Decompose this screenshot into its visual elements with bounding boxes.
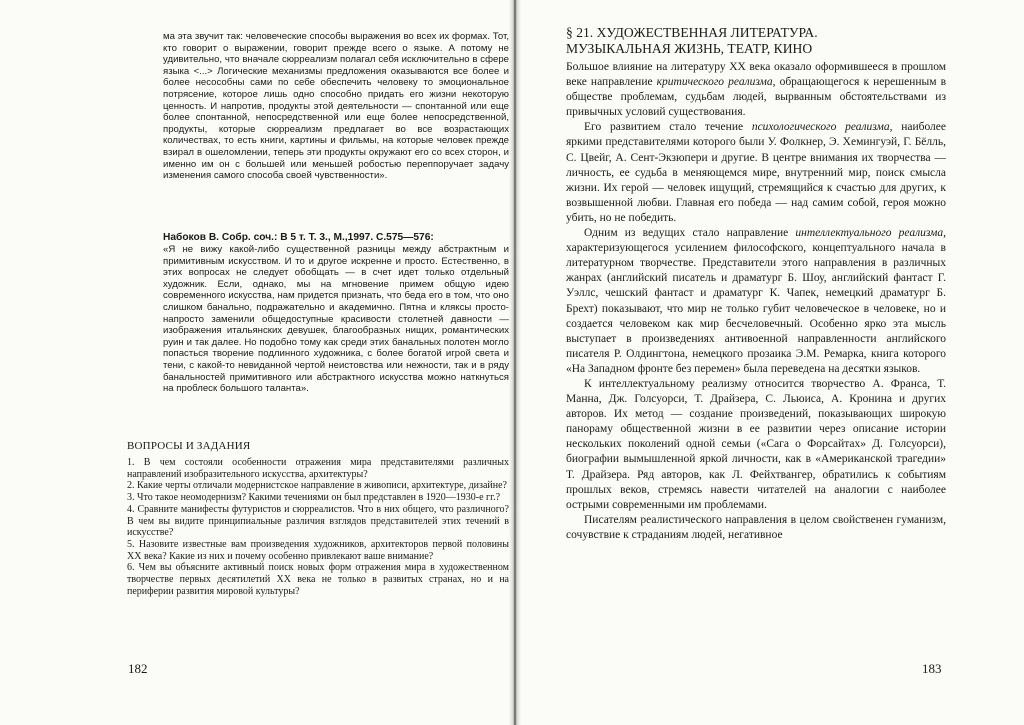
paragraph-text: , характеризующегося усилением философского, концептуального начала в литературном творчестве. Представители этого направления в различных жанрах (английский писатель и драматург Б. Шоу, английский фантаст Г. Уэллс, чешский фантаст и драматург К. Чапек, немецкий драматург Б. Брехт) показывают, что мир не только губит человеческое в человеке, но и создается человеком как мир бесчеловечный. Особенно ярко эта мысль выступает в произведениях антивоенной направленности английского писателя Р. Олдингтона, немецкого прозаика Э.М. Ремарка, книга которого «На Западном фронте без перемен» была переведена на десятки языков. [566, 227, 947, 375]
section-heading [566, 25, 966, 56]
nabokov-quote-text: «Я не вижу какой-либо существенной разницы между абстрактным и примитивным искусством. И то и другое искренне и просто. Естественно, в этих вопросах не следует обобщать — в счет идет только отдельный художник. Если, однако, мы на мгновение примем общую идею современного искусства, нам придется признать, что беда его в том, что оно слишком банально, подражательно и академично. Пятна и кляксы просто-напросто заменили общедоступные красивости столетней давности — изображения итальянских девушек, благообразных нищих, романтических руин и так далее. Но подобно тому как среди этих банальных полотен могло попасться творение подлинного художника, с более богатой игрой света и тени, с какой-то невиданной чертой неистовства или нежности, так и в ряду банальностей примитивного или абстрактного искусства можно наткнуться на проблеск большого таланта». [163, 244, 509, 395]
paragraph-text: Его развитием стало течение [584, 121, 752, 134]
section-heading-line2: МУЗЫКАЛЬНАЯ ЖИЗНЬ, ТЕАТР, КИНО [566, 40, 813, 56]
question-item: 5. Назовите известные вам произведения художников, архитекторов первой половины XX века? Какие из них и почему особенно привлекают ваше внимание? [127, 538, 509, 562]
paragraph: Писателям реалистического направления в целом свойственен гуманизм, сочувствие к страданиям людей, негативное [566, 513, 946, 541]
surrealism-quote-text: ма эта звучит так: человеческие способы выражения во всех их формах. Тот, кто говорит о выражении, говорит прежде всего о языке. А потому не удивительно, что вначале сюрреализм полагал себя исключительно в сфере языка <...> Логические механизмы предложения оказываются все более и более несособны сами по себе обеспечить человеку то эмоциональное потрясение, которое лишь одно способно придать его жизни некоторую ценность. И напротив, продукты этой деятельности — спонтанной или еще более спонтанной, непосредственной или еще более непосредственной, продукты, которые сюрреализм предлагает во все возрастающих количествах, то есть книги, картины и фильмы, на которые человек прежде взирал в ошеломлении, теперь эти продукты окружают его со всех сторон, и именно им он с большей или меньшей робостью переппоручает задачу изменения самого способа своей чувственности». [163, 31, 509, 182]
page-number-left: 182 [128, 661, 148, 676]
question-item: 3. Что такое неомодернизм? Какими течениями он был представлен в 1920—1930-е гг.? [127, 492, 501, 504]
section-heading-line1: § 21. ХУДОЖЕСТВЕННАЯ ЛИТЕРАТУРА. [566, 25, 818, 40]
question-item: 2. Какие черты отличали модернистское направление в живописи, архитектуре, дизайне? [127, 480, 507, 492]
paragraph: К интеллектуальному реализму относится творчество А. Франса, Т. Манна, Дж. Голсуорси, Т. Драйзера, С. Льюиса, А. Кронина и других авторов. Их метод — создание произведений, показывающих широкую панораму общественной жизни в ее развитии через описание истории нескольких поколений одной семьи («Сага о Форсайтах» Д. Голсуорси), биографии вымышленной яркой личности, как в «Американской трагедии» Т. Драйзера. Ряд авторов, как Л. Фейхтвангер, обратились к событиям прошлых веков, стремясь навести читателей на аналогии с наиболее острыми современными им проблемами. [566, 377, 946, 511]
question-item: 1. В чем состояли особенности отражения мира представителями различных направлений изобразительного искусства, архитектуры? [127, 457, 509, 480]
paragraph [566, 226, 946, 377]
question-item: 6. Чем вы объясните активный поиск новых форм отражения мира в художественном творчестве первых десятилетий XX века не только в развитых странах, но и на периферии развития мировой культуры? [127, 562, 509, 597]
paragraph-text: , обращающегося к нерешенным в обществе проблемам, судьбам людей, вырванным обстоятельствами из привычных условий существования. [566, 76, 946, 119]
section-body [566, 60, 946, 543]
page-number-right: 183 [922, 661, 942, 676]
emphasis-term: критического реализма [656, 76, 773, 89]
emphasis-term: интеллектуального реализма [795, 227, 944, 240]
question-item: 4. Сравните манифесты футуристов и сюрреалистов. Что в них общего, что различного? В чем вы видите принципиальные различия взглядов представителей этих течений в искусстве? [127, 503, 509, 539]
paragraph-text: Одним из ведущих стало направление [584, 227, 796, 240]
paragraph [566, 60, 946, 120]
paragraph [566, 120, 946, 226]
paragraph-text: , наиболее яркими представителями которого были У. Фолкнер, Э. Хемингуэй, Г. Бёлль, С. Цвейг, А. Сент-Экзюпери и другие. В центре внимания их творчества — личность, ее судьба в меняющемся мире, внутренний мир, поиск смысла жизни. Их герой — человек ищущий, стремящийся к счастью для других, к возвышенной любви. Главная его победа — над самим собой, героя можно убить, но не победить. [566, 121, 947, 224]
questions-heading: ВОПРОСЫ И ЗАДАНИЯ [127, 440, 251, 452]
emphasis-term: психологического реализма [751, 121, 890, 134]
paragraph-text: Большое влияние на литературу XX века оказало оформившееся в прошлом веке направление [566, 61, 946, 89]
nabokov-citation: Набоков В. Собр. соч.: В 5 т. Т. 3., М.,1997. С.575—576: [163, 232, 434, 243]
